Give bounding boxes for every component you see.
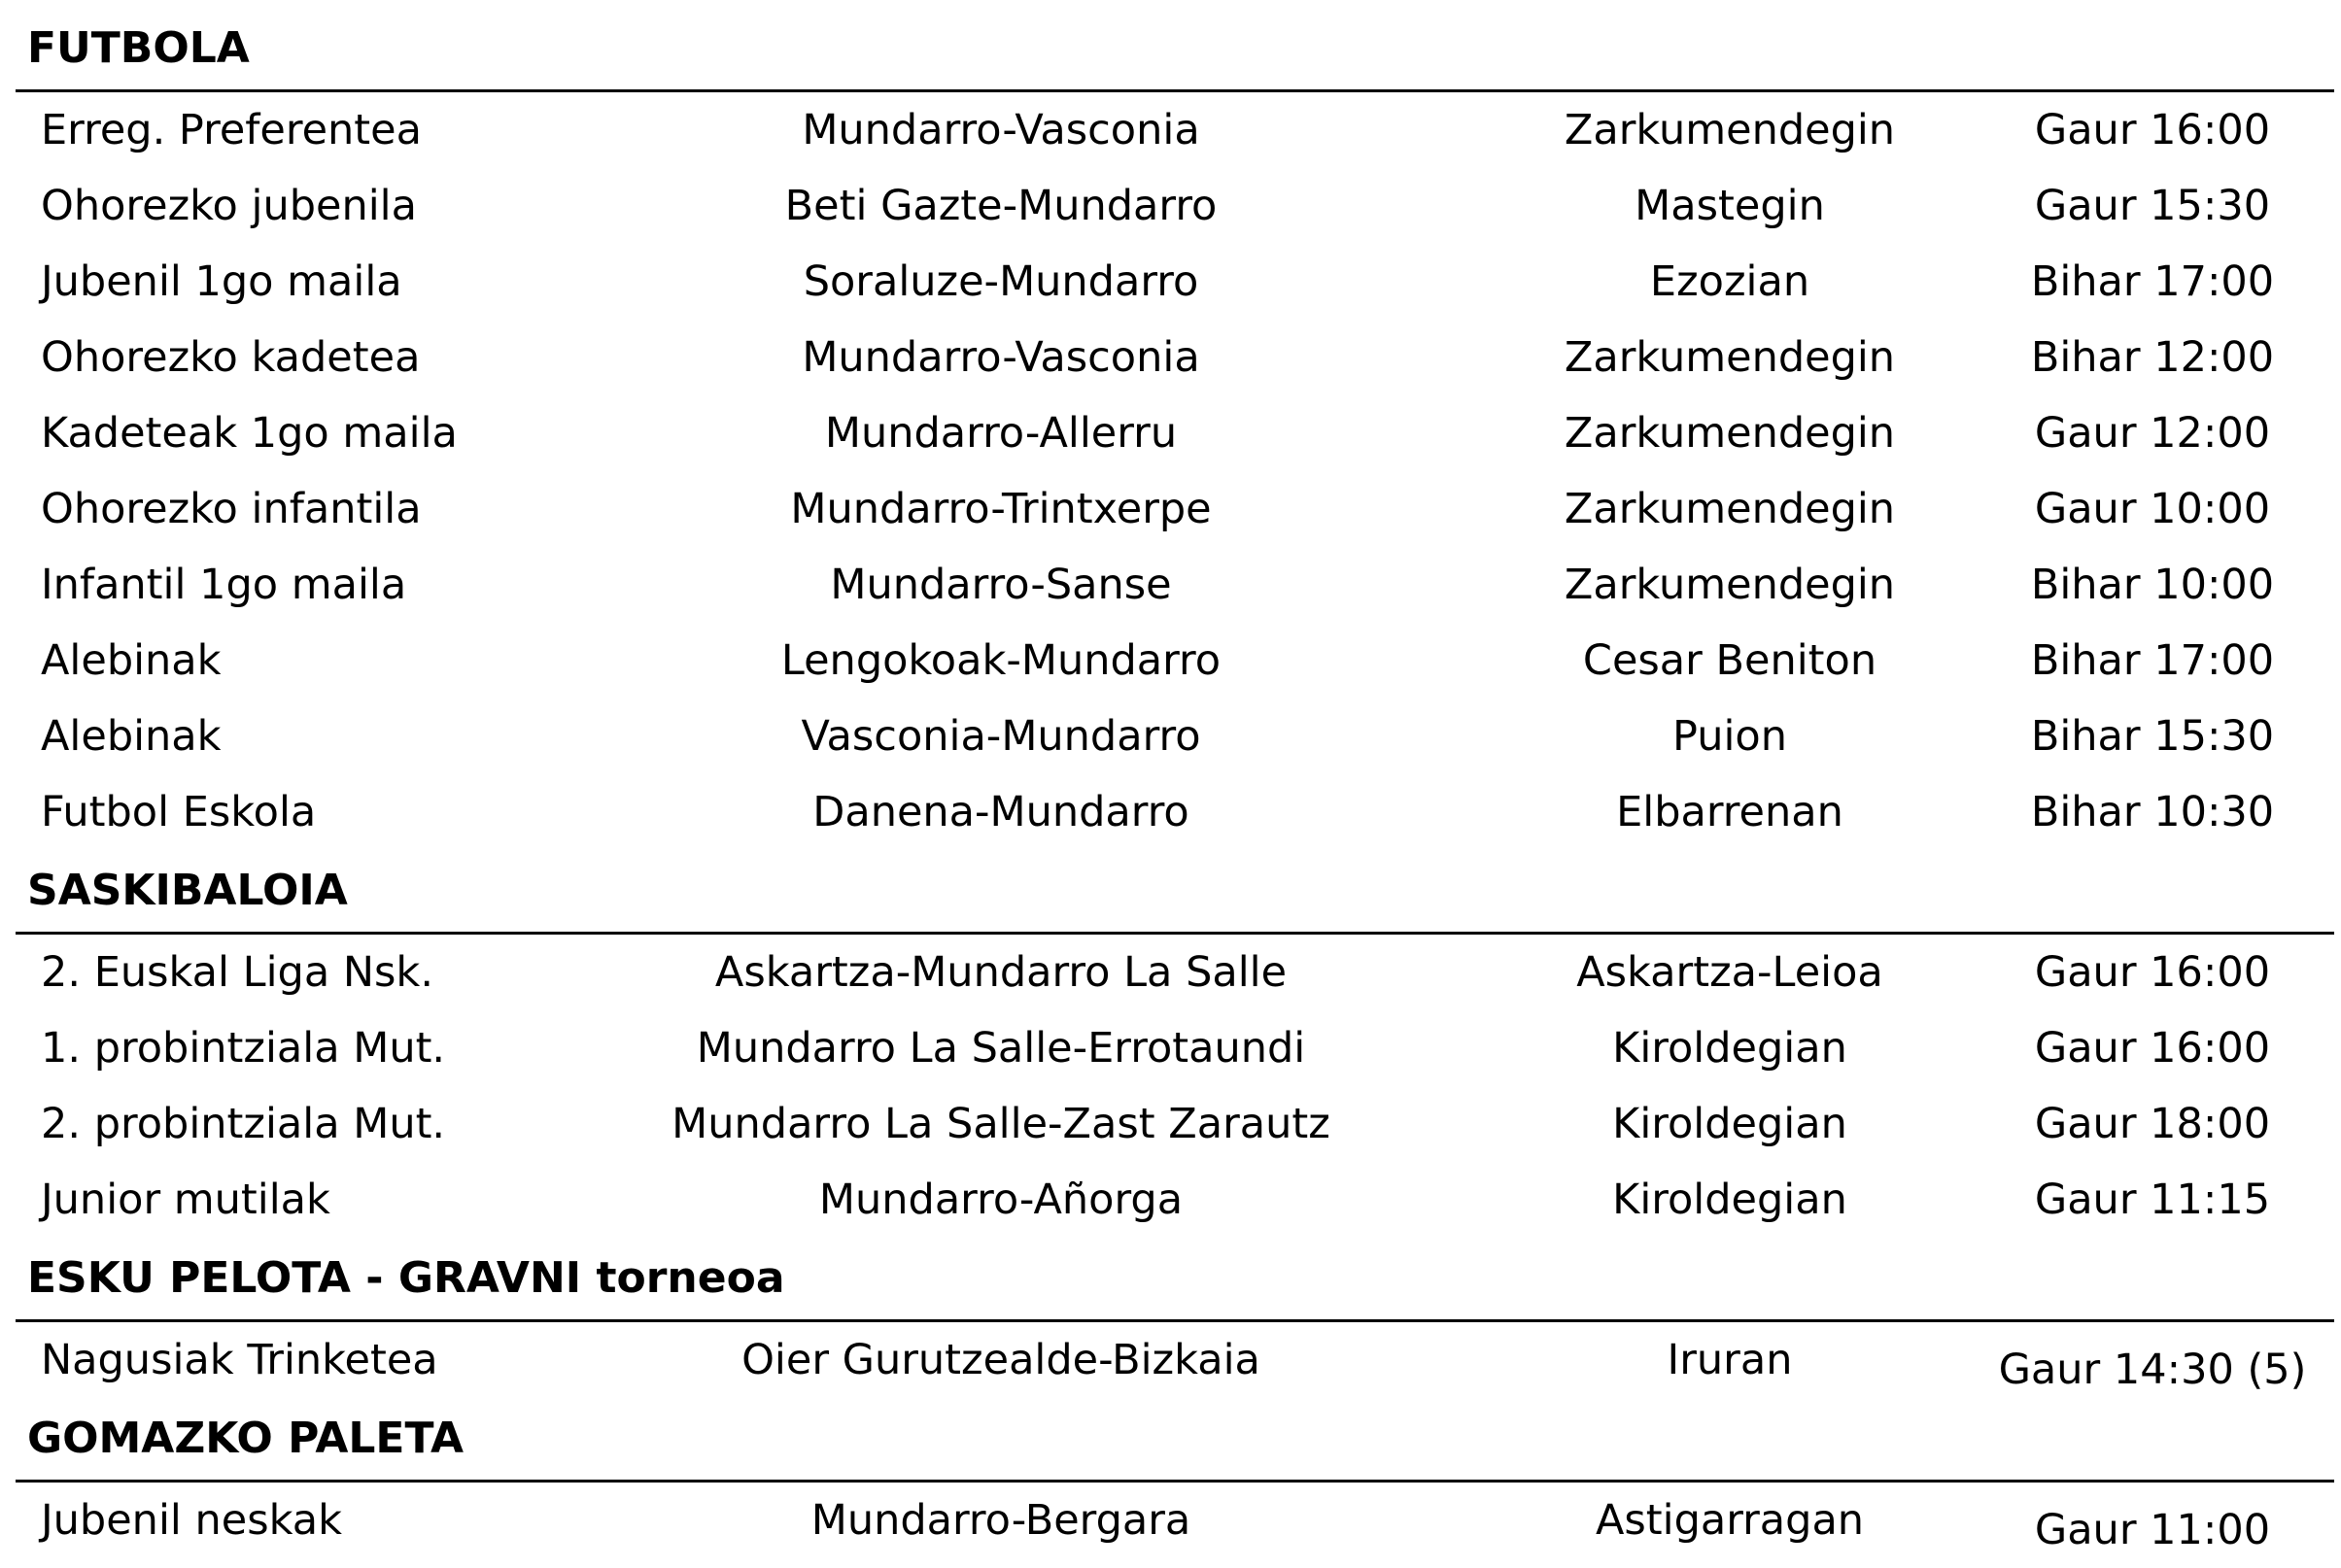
schedule-row [0, 1086, 2341, 1162]
match-cell: Oier Gurutzealde-Bizkaia [741, 1336, 1260, 1384]
category-cell: Ohorezko kadetea [41, 333, 421, 382]
time-cell: Bihar 15:30 [2030, 712, 2275, 761]
time-cell: Bihar 12:00 [2030, 333, 2275, 382]
venue-cell: Cesar Beniton [1582, 636, 1877, 685]
schedule-row [0, 1010, 2341, 1086]
venue-cell: Kiroldegian [1612, 1024, 1847, 1073]
schedule-row [0, 623, 2341, 699]
category-cell: Futbol Eskola [41, 788, 317, 836]
category-cell: 2. Euskal Liga Nsk. [41, 948, 433, 997]
venue-cell: Elbarrenan [1616, 788, 1843, 836]
category-cell: Erreg. Preferentea [41, 106, 422, 154]
category-cell: Alebinak [41, 712, 222, 761]
category-cell: Junior mutilak [41, 1176, 330, 1224]
venue-cell: Zarkumendegin [1564, 561, 1896, 609]
venue-cell: Kiroldegian [1612, 1176, 1847, 1224]
schedule-row [0, 395, 2341, 471]
schedule-row [0, 774, 2341, 850]
category-cell: 2. probintziala Mut. [41, 1100, 446, 1148]
match-cell: Mundarro-Bergara [810, 1496, 1191, 1545]
time-cell: Gaur 11:00 [2034, 1506, 2271, 1554]
section-title: ESKU PELOTA - GRAVNI torneoa [27, 1253, 785, 1303]
schedule-row [0, 92, 2341, 168]
schedule-row [0, 1322, 2341, 1398]
match-cell: Vasconia-Mundarro [801, 712, 1201, 761]
category-cell: Kadeteak 1go maila [41, 409, 458, 458]
time-cell: Gaur 16:00 [2034, 948, 2271, 997]
category-cell: Jubenil neskak [41, 1496, 343, 1545]
time-cell: Gaur 16:00 [2034, 1024, 2271, 1073]
schedule-row [0, 699, 2341, 774]
schedule-row [0, 168, 2341, 244]
venue-cell: Iruran [1667, 1336, 1793, 1384]
time-cell: Bihar 10:30 [2030, 788, 2275, 836]
time-cell: Gaur 12:00 [2034, 409, 2271, 458]
category-cell: Infantil 1go maila [41, 561, 407, 609]
venue-cell: Kiroldegian [1612, 1100, 1847, 1148]
category-cell: Jubenil 1go maila [41, 257, 402, 306]
time-cell: Gaur 11:15 [2034, 1176, 2271, 1224]
time-cell: Bihar 10:00 [2030, 561, 2275, 609]
match-cell: Mundarro-Trintxerpe [790, 485, 1212, 533]
section-title: SASKIBALOIA [27, 866, 348, 915]
category-cell: Alebinak [41, 636, 222, 685]
venue-cell: Mastegin [1635, 182, 1825, 230]
match-cell: Beti Gazte-Mundarro [784, 182, 1218, 230]
time-cell: Gaur 16:00 [2034, 106, 2271, 154]
venue-cell: Puion [1672, 712, 1787, 761]
venue-cell: Ezozian [1649, 257, 1810, 306]
match-cell: Askartza-Mundarro La Salle [714, 948, 1288, 997]
schedule-row [0, 1483, 2341, 1558]
schedule-row [0, 471, 2341, 547]
match-cell: Mundarro-Allerru [824, 409, 1178, 458]
schedule-row [0, 1162, 2341, 1238]
match-cell: Mundarro La Salle-Errotaundi [696, 1024, 1306, 1073]
match-cell: Soraluze-Mundarro [803, 257, 1199, 306]
match-cell: Lengokoak-Mundarro [780, 636, 1222, 685]
time-cell: Gaur 18:00 [2034, 1100, 2271, 1148]
schedule-row [0, 547, 2341, 623]
venue-cell: Zarkumendegin [1564, 409, 1896, 458]
match-cell: Mundarro-Sanse [830, 561, 1172, 609]
venue-cell: Zarkumendegin [1564, 106, 1896, 154]
schedule-row [0, 320, 2341, 395]
time-cell: Gaur 14:30 (5) [1998, 1346, 2307, 1394]
venue-cell: Zarkumendegin [1564, 485, 1896, 533]
category-cell: 1. probintziala Mut. [41, 1024, 446, 1073]
time-cell: Gaur 10:00 [2034, 485, 2271, 533]
category-cell: Ohorezko jubenila [41, 182, 417, 230]
venue-cell: Zarkumendegin [1564, 333, 1896, 382]
venue-cell: Askartza-Leioa [1576, 948, 1883, 997]
match-cell: Mundarro-Añorga [818, 1176, 1184, 1224]
schedule-row [0, 935, 2341, 1010]
venue-cell: Astigarragan [1595, 1496, 1865, 1545]
section-title: GOMAZKO PALETA [27, 1414, 465, 1463]
match-cell: Danena-Mundarro [812, 788, 1189, 836]
category-cell: Nagusiak Trinketea [41, 1336, 438, 1384]
match-cell: Mundarro-Vasconia [802, 333, 1200, 382]
match-cell: Mundarro La Salle-Zast Zarautz [671, 1100, 1330, 1148]
time-cell: Bihar 17:00 [2030, 257, 2275, 306]
schedule-row [0, 244, 2341, 320]
category-cell: Ohorezko infantila [41, 485, 422, 533]
time-cell: Bihar 17:00 [2030, 636, 2275, 685]
match-cell: Mundarro-Vasconia [802, 106, 1200, 154]
section-title: FUTBOLA [27, 23, 250, 73]
time-cell: Gaur 15:30 [2034, 182, 2271, 230]
